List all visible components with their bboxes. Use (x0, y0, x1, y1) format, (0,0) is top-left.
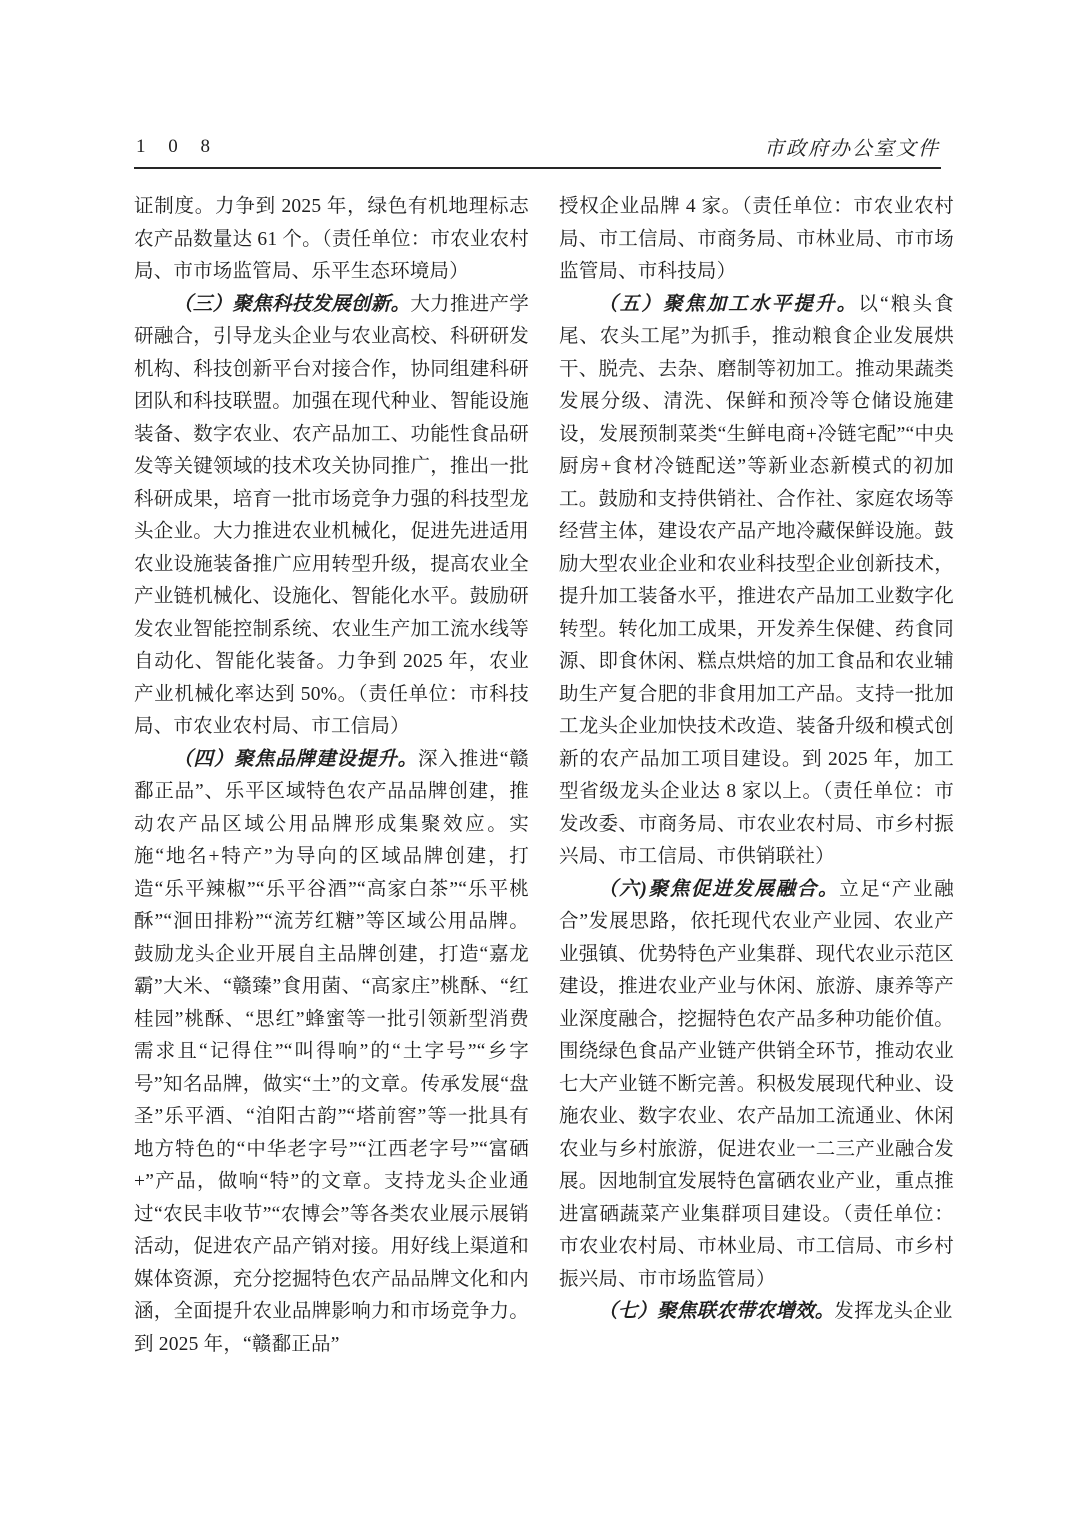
section-heading: （七）聚焦联农带农增效。 (598, 1301, 835, 1322)
right-column (559, 191, 954, 1361)
section-heading: （六)聚焦促进发展融合。 (598, 878, 840, 900)
paragraph: （三）聚焦科技发展创新。大力推进产学研融合，引导龙头企业与农业高校、科研研发机构、科技创新平台对接合作，协同组建科研团队和科技联盟。加强在现代种业、智能设施装备、数字农业、农产品加工、功能性食品研发等关键领域的技术攻关协同推广，推出一批科研成果，培育一批市场竞争力强的科技型龙头企业。大力推进农业机械化，促进先进适用农业设施装备推广应用转型升级，提高农业全产业链机械化、设施化、智能化水平。鼓励研发农业智能控制系统、农业生产加工流水线等自动化、智能化装备。力争到 2025 年，农业产业机械化率达到 50%。（责任单位：市科技局、市农业农村局、市工信局） (134, 293, 529, 737)
header-rule (134, 167, 941, 169)
paragraph: 证制度。力争到 2025 年，绿色有机地理标志农产品数量达 61 个。（责任单位：市农业农村局、市市场监管局、乐平生态环境局） (134, 196, 529, 282)
left-column (134, 191, 529, 1361)
section-heading: （五）聚焦加工水平提升。 (598, 293, 859, 315)
paragraph: 授权企业品牌 4 家。（责任单位：市农业农村局、市工信局、市商务局、市林业局、市市场监管局、市科技局） (559, 196, 954, 282)
paragraph: （四）聚焦品牌建设提升。深入推进“赣鄱正品”、乐平区域特色农产品品牌创建，推动农产品区域公用品牌形成集聚效应。实施“地名+特产”为导向的区域品牌创建，打造“乐平辣椒”“乐平谷酒”“高家白茶”“乐平桃酥”“洄田排粉”“流芳红糖”等区域公用品牌。鼓励龙头企业开展自主品牌创建，打造“嘉龙霸”大米、“赣臻”食用菌、“高家庄”桃酥、“红桂园”桃酥、“思红”蜂蜜等一批引领新型消费需求且“记得住”“叫得响”的“土字号”“乡字号”知名品牌，做实“土”的文章。传承发展“盘圣”乐平酒、“洎阳古韵”“塔前窖”等一批具有地方特色的“中华老字号”“江西老字号”“富硒+”产品，做响“特”的文章。支持龙头企业通过“农民丰收节”“农博会”等各类农业展示展销活动，促进农产品产销对接。用好线上渠道和媒体资源，充分挖掘特色农产品品牌文化和内涵，全面提升农业品牌影响力和市场竞争力。到 2025 年，“赣鄱正品” (134, 748, 530, 1355)
page-body (134, 191, 954, 1361)
page-number: 1 0 8 (136, 136, 219, 157)
section-heading: （四）聚焦品牌建设提升。 (173, 748, 419, 770)
paragraph: （七）聚焦联农带农增效。发挥龙头企业 (598, 1301, 953, 1322)
paragraph: （六)聚焦促进发展融合。立足“产业融合”发展思路，依托现代农业产业园、农业产业强镇、优势特色产业集群、现代农业示范区建设，推进农业产业与休闲、旅游、康养等产业深度融合，挖掘特色农产品多种功能价值。围绕绿色食品产业链产供销全环节，推动农业七大产业链不断完善。积极发展现代种业、设施农业、数字农业、农产品加工流通业、休闲农业与乡村旅游，促进农业一二三产业融合发展。因地制宜发展特色富硒农业产业，重点推进富硒蔬菜产业集群项目建设。（责任单位：市农业农村局、市林业局、市工信局、市乡村振兴局、市市场监管局） (559, 878, 954, 1290)
header-doc-label: 市政府办公室文件 (764, 138, 940, 160)
paragraph: （五）聚焦加工水平提升。以“粮头食尾、农头工尾”为抓手，推动粮食企业发展烘干、脱壳、去杂、磨制等初加工。推动果蔬类发展分级、清洗、保鲜和预冷等仓储设施建设，发展预制菜类“生鲜电商+冷链宅配”“中央厨房+食材冷链配送”等新业态新模式的初加工。鼓励和支持供销社、合作社、家庭农场等经营主体，建设农产品产地冷藏保鲜设施。鼓励大型农业企业和农业科技型企业创新技术，提升加工装备水平，推进农产品加工业数字化转型。转化加工成果，开发养生保健、药食同源、即食休闲、糕点烘焙的加工食品和农业辅助生产复合肥的非食用加工产品。支持一批加工龙头企业加快技术改造、装备升级和模式创新的农产品加工项目建设。到 2025 年，加工型省级龙头企业达 8 家以上。（责任单位：市发改委、市商务局、市农业农村局、市乡村振兴局、市工信局、市供销联社） (559, 293, 954, 867)
section-heading: （三）聚焦科技发展创新。 (173, 293, 411, 315)
